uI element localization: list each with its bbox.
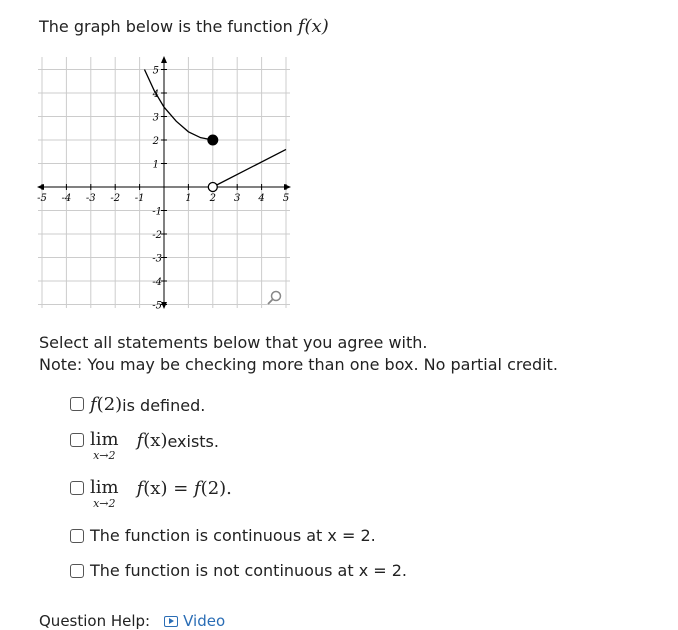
x-tick-label: -4 bbox=[61, 193, 72, 204]
closed-point bbox=[208, 135, 218, 145]
instructions-line2: Note: You may be checking more than one box. No partial credit. bbox=[39, 355, 558, 374]
option-not-continuous[interactable] bbox=[70, 561, 407, 580]
option1-math: f(2) bbox=[90, 394, 123, 415]
checkbox-limit-exists[interactable] bbox=[70, 433, 84, 447]
graph-svg bbox=[36, 55, 292, 310]
x-tick-label: -2 bbox=[110, 193, 121, 204]
prompt-text: The graph below is the function bbox=[39, 17, 298, 36]
play-icon bbox=[164, 616, 178, 627]
option2-math: f(x) bbox=[136, 430, 168, 451]
x-tick-label: 1 bbox=[185, 193, 192, 204]
x-axis-arrow-left bbox=[37, 184, 44, 190]
question-help-label: Question Help: bbox=[39, 612, 151, 630]
y-tick-label: 1 bbox=[152, 159, 159, 171]
y-tick-label: 2 bbox=[152, 136, 159, 147]
instructions-line1: Select all statements below that you agree with. bbox=[39, 333, 428, 352]
y-tick-label: -4 bbox=[152, 277, 162, 288]
checkbox-f2-defined[interactable] bbox=[70, 397, 84, 411]
x-tick-label: 3 bbox=[234, 193, 241, 204]
function-graph bbox=[36, 55, 292, 310]
open-point bbox=[208, 183, 217, 192]
option-limit-equals-f2[interactable] bbox=[70, 478, 232, 510]
y-tick-label: -1 bbox=[152, 206, 162, 218]
x-axis-arrow-right bbox=[284, 184, 291, 190]
x-tick-label: 5 bbox=[282, 193, 290, 204]
x-tick-label: 2 bbox=[209, 193, 216, 204]
line-right-branch bbox=[213, 149, 286, 187]
instructions bbox=[39, 332, 558, 376]
video-link-label: Video bbox=[183, 612, 226, 630]
y-tick-label: -2 bbox=[152, 230, 162, 241]
option1-text: is defined. bbox=[122, 396, 206, 415]
checkbox-limit-equals-f2[interactable] bbox=[70, 481, 84, 495]
option-continuous[interactable] bbox=[70, 526, 376, 545]
curve-left-branch bbox=[144, 70, 212, 141]
video-link[interactable] bbox=[164, 612, 225, 630]
x-tick-label: -5 bbox=[37, 193, 47, 204]
y-tick-label: 4 bbox=[152, 89, 159, 100]
option4-text: The function is continuous at x = 2. bbox=[90, 526, 376, 545]
option5-text: The function is not continuous at x = 2. bbox=[90, 561, 407, 580]
checkbox-not-continuous[interactable] bbox=[70, 564, 84, 578]
option-limit-exists[interactable] bbox=[70, 430, 219, 462]
option3-limit: lim x→2 bbox=[90, 477, 119, 510]
option-f2-defined[interactable] bbox=[70, 394, 205, 415]
y-tick-label: -5 bbox=[152, 300, 162, 310]
checkbox-continuous[interactable] bbox=[70, 529, 84, 543]
x-tick-label: 4 bbox=[258, 193, 265, 204]
y-tick-label: 5 bbox=[152, 65, 159, 77]
magnifier-icon-handle bbox=[268, 299, 273, 304]
option2-limit: lim x→2 bbox=[90, 429, 119, 462]
option3-math: f(x) = f(2). bbox=[136, 478, 232, 499]
question-prompt bbox=[39, 16, 329, 37]
x-tick-label: -3 bbox=[85, 193, 96, 204]
y-tick-label: -3 bbox=[152, 253, 162, 265]
prompt-function: f(x) bbox=[297, 16, 329, 37]
option2-text: exists. bbox=[167, 432, 219, 451]
y-tick-label: 3 bbox=[152, 112, 159, 124]
y-axis-arrow-up bbox=[161, 56, 167, 63]
x-tick-label: -1 bbox=[134, 193, 145, 204]
question-help bbox=[39, 612, 225, 630]
